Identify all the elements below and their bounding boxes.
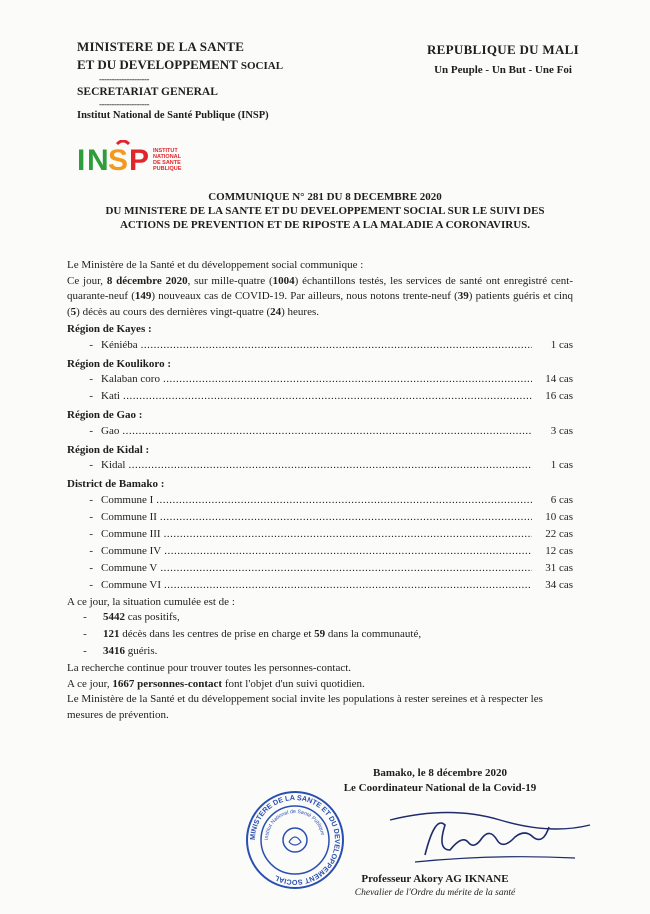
logo-letter-n: N (87, 144, 109, 176)
region-heading: Région de Koulikoro : (67, 357, 172, 370)
region-heading: Région de Gao : (67, 409, 143, 421)
ministry-line2-text: ET DU DEVELOPPEMENT (77, 57, 238, 72)
logo-text-1: INSTITUT (153, 148, 178, 154)
logo-letter-p: P (129, 144, 150, 176)
intro-paragraph: Ce jour, 8 décembre 2020, sur mille-quatre (1004) échantillons testés, les services de santé ont enregistré cent-quarante-neuf (149) nouveaux cas de COVID-19. Par ailleurs, nous notons trente-neuf (39) patients guéris et cinq (5) décès au cours des dernières vingt-quatre (24) heures. (67, 274, 574, 318)
ministry-line2 (77, 56, 337, 75)
case-row: - Kéniéba ..... 1 cas (67, 338, 573, 355)
insp-logo (77, 140, 197, 176)
signatory-honor: Chevalier de l'Ordre du mérite de la santé (354, 888, 516, 898)
region-heading: District de Bamako : (67, 478, 165, 490)
republic-motto: Un Peuple - Un But - Une Foi (434, 64, 572, 76)
case-row: - Kalaban coro ..... 14 cas (67, 372, 573, 389)
closing-line3: Le Ministère de la Santé et du développement social invite les populations à rester sereines et à respecter les mesures de prévention. (67, 693, 543, 721)
cumul-item: - 121 décès dans les centres de prise en charge et 59 dans la communauté, (83, 628, 422, 640)
title-line1: COMMUNIQUE N° 281 DU 8 DECEMBRE 2020 (208, 191, 442, 203)
logo-letter-i: I (77, 144, 86, 176)
intro-line: Le Ministère de la Santé et du développement social communique : (67, 259, 364, 271)
logo-letter-s: S (108, 144, 129, 176)
institute-name: Institut National de Santé Publique (INSP) (77, 110, 269, 121)
place-date: Bamako, le 8 décembre 2020 (373, 767, 507, 779)
region-heading: Région de Kidal : (67, 443, 150, 456)
signatory-name: Professeur Akory AG IKNANE (361, 873, 509, 885)
ministry-line1: MINISTERE DE LA SANTE (77, 39, 245, 54)
ministry-header (77, 38, 337, 123)
separator-dashes: -------------------- (99, 74, 149, 84)
title-line2: DU MINISTERE DE LA SANTE ET DU DEVELOPPEMENT SOCIAL SUR LE SUIVI DES (105, 205, 545, 217)
case-row: - Commune I ..... 6 cas (67, 493, 573, 510)
communique-body (67, 258, 573, 723)
region-heading: Région de Kayes : (67, 323, 152, 335)
secretariat-general: SECRETARIAT GENERAL (77, 86, 218, 98)
stamp-emblem-icon (283, 828, 307, 852)
case-row: - Commune II ..... 10 cas (67, 510, 573, 527)
signature-stroke-main (425, 823, 549, 855)
stamp-emblem-detail (289, 837, 301, 845)
communique-title (70, 190, 580, 232)
title-line3: ACTIONS DE PREVENTION ET DE RIPOSTE A LA MALADIE A CORONAVIRUS. (119, 219, 531, 231)
case-row: - Commune V ..... 31 cas (67, 561, 573, 578)
logo-text-4: PUBLIQUE (153, 166, 182, 172)
republic-name: REPUBLIQUE DU MALI (426, 42, 580, 57)
separator-dashes: -------------------- (99, 99, 149, 109)
stamp-inner-text: Institut National de Santé Publique (263, 808, 326, 841)
case-row: - Commune VI ..... 34 cas (67, 578, 573, 595)
stamp-outer-text: MINISTERE DE LA SANTE ET DU DEVELOPPEMENT SOCIAL (247, 792, 343, 888)
logo-text-2: NATIONAL (153, 154, 182, 160)
signature-block (315, 766, 565, 796)
stamp-inner-ring (261, 806, 329, 874)
case-row: - Gao ..... 3 cas (67, 424, 573, 441)
signature-stroke-underline (415, 857, 575, 862)
republic-header (408, 42, 598, 76)
signature-stroke-top (390, 813, 590, 830)
signatory-block (320, 872, 550, 900)
cumul-item: - 5442 cas positifs, (83, 611, 180, 623)
handwritten-signature (385, 800, 595, 870)
case-row: - Kidal ..... 1 cas (67, 458, 573, 475)
signatory-role: Le Coordinateur National de la Covid-19 (343, 782, 537, 794)
closing-line2: A ce jour, 1667 personnes-contact font l'objet d'un suivi quotidien. (67, 677, 365, 690)
case-row: - Commune III ..... 22 cas (67, 527, 573, 544)
ministry-line2-small: SOCIAL (240, 60, 284, 72)
logo-text-3: DE SANTE (153, 160, 181, 166)
case-row: - Kati ..... 16 cas (67, 389, 573, 406)
case-row: - Commune IV ..... 12 cas (67, 544, 573, 561)
cumul-item: - 3416 guéris. (83, 645, 158, 657)
cumul-heading: A ce jour, la situation cumulée est de : (67, 595, 235, 608)
closing-line1: La recherche continue pour trouver toutes les personnes-contact. (67, 662, 352, 674)
